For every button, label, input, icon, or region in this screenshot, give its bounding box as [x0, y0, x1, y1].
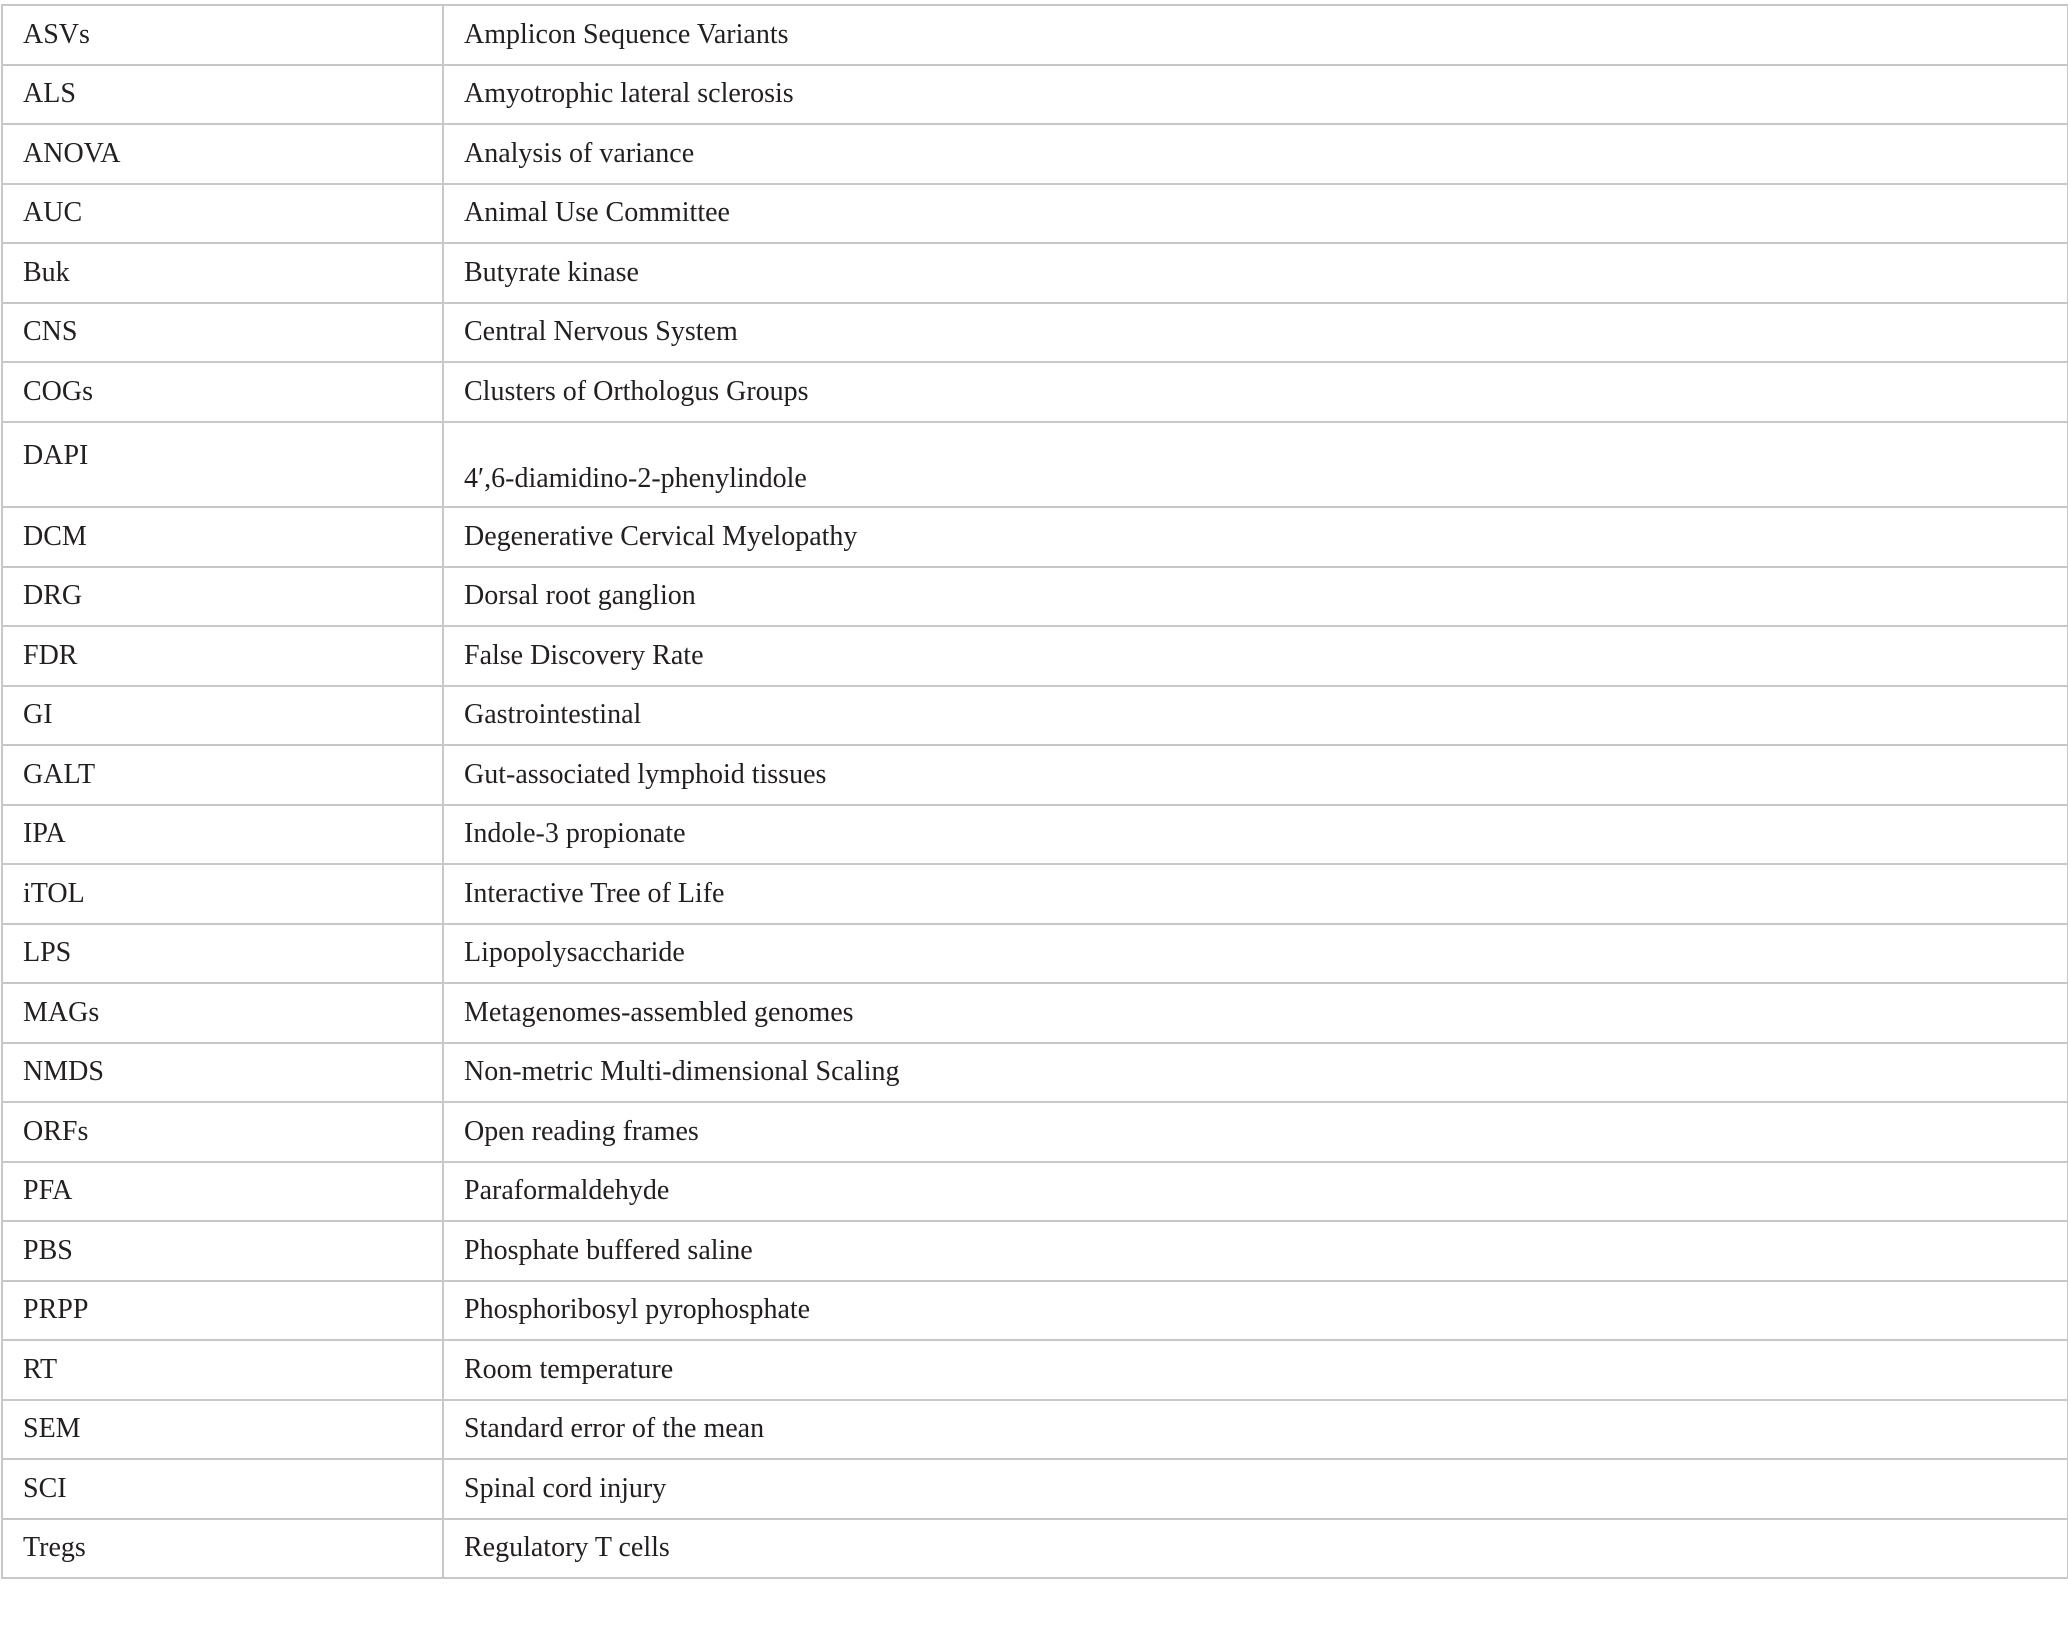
definition-cell: Gut-associated lymphoid tissues: [443, 745, 2068, 805]
abbreviation-cell: Tregs: [2, 1519, 443, 1579]
table-row: [2, 362, 2068, 422]
abbreviation-cell: PFA: [2, 1162, 443, 1222]
abbreviation-cell: LPS: [2, 924, 443, 984]
definition-cell: Room temperature: [443, 1340, 2068, 1400]
table-row: [2, 303, 2068, 363]
definition-cell: Degenerative Cervical Myelopathy: [443, 507, 2068, 567]
definition-cell: Analysis of variance: [443, 124, 2068, 184]
definition-cell: Indole-3 propionate: [443, 805, 2068, 865]
abbreviation-cell: PRPP: [2, 1281, 443, 1341]
definition-cell: Phosphate buffered saline: [443, 1221, 2068, 1281]
abbreviation-cell: CNS: [2, 303, 443, 363]
table-row: [2, 745, 2068, 805]
abbreviation-cell: DRG: [2, 567, 443, 627]
abbreviations-table-body: [2, 5, 2068, 1578]
definition-cell: 4′,6-diamidino-2-phenylindole: [443, 422, 2068, 508]
table-row: [2, 1340, 2068, 1400]
table-row: [2, 243, 2068, 303]
definition-cell: Amyotrophic lateral sclerosis: [443, 65, 2068, 125]
abbreviation-cell: NMDS: [2, 1043, 443, 1103]
table-row: [2, 1221, 2068, 1281]
table-row: [2, 626, 2068, 686]
table-row: [2, 5, 2068, 65]
table-row: [2, 1162, 2068, 1222]
definition-cell: Regulatory T cells: [443, 1519, 2068, 1579]
definition-cell: Phosphoribosyl pyrophosphate: [443, 1281, 2068, 1341]
table-row: [2, 1281, 2068, 1341]
table-row: [2, 983, 2068, 1043]
table-row: [2, 1043, 2068, 1103]
table-row: [2, 567, 2068, 627]
definition-cell: Non-metric Multi-dimensional Scaling: [443, 1043, 2068, 1103]
abbreviation-cell: RT: [2, 1340, 443, 1400]
abbreviation-cell: DAPI: [2, 422, 443, 508]
table-row: [2, 422, 2068, 508]
definition-cell: Interactive Tree of Life: [443, 864, 2068, 924]
table-row: [2, 65, 2068, 125]
definition-cell: Animal Use Committee: [443, 184, 2068, 244]
abbreviation-cell: MAGs: [2, 983, 443, 1043]
abbreviation-cell: ORFs: [2, 1102, 443, 1162]
definition-cell: Metagenomes-assembled genomes: [443, 983, 2068, 1043]
table-row: [2, 1519, 2068, 1579]
abbreviation-cell: COGs: [2, 362, 443, 422]
definition-cell: Open reading frames: [443, 1102, 2068, 1162]
table-row: [2, 184, 2068, 244]
definition-cell: Central Nervous System: [443, 303, 2068, 363]
definition-cell: False Discovery Rate: [443, 626, 2068, 686]
abbreviation-cell: DCM: [2, 507, 443, 567]
table-row: [2, 805, 2068, 865]
definition-cell: Paraformaldehyde: [443, 1162, 2068, 1222]
table-row: [2, 124, 2068, 184]
definition-cell: Dorsal root ganglion: [443, 567, 2068, 627]
abbreviation-cell: SCI: [2, 1459, 443, 1519]
abbreviation-cell: ANOVA: [2, 124, 443, 184]
abbreviation-cell: iTOL: [2, 864, 443, 924]
abbreviation-cell: PBS: [2, 1221, 443, 1281]
abbreviation-cell: ASVs: [2, 5, 443, 65]
table-row: [2, 507, 2068, 567]
abbreviation-cell: Buk: [2, 243, 443, 303]
abbreviation-cell: SEM: [2, 1400, 443, 1460]
abbreviation-cell: IPA: [2, 805, 443, 865]
table-row: [2, 1102, 2068, 1162]
definition-cell: Spinal cord injury: [443, 1459, 2068, 1519]
definition-cell: Clusters of Orthologus Groups: [443, 362, 2068, 422]
table-row: [2, 924, 2068, 984]
definition-cell: Amplicon Sequence Variants: [443, 5, 2068, 65]
definition-cell: Gastrointestinal: [443, 686, 2068, 746]
abbreviation-cell: FDR: [2, 626, 443, 686]
table-row: [2, 1400, 2068, 1460]
abbreviations-table: [1, 4, 2068, 1579]
abbreviation-cell: GI: [2, 686, 443, 746]
definition-cell: Lipopolysaccharide: [443, 924, 2068, 984]
table-row: [2, 864, 2068, 924]
definition-cell: Standard error of the mean: [443, 1400, 2068, 1460]
table-row: [2, 686, 2068, 746]
table-row: [2, 1459, 2068, 1519]
definition-cell: Butyrate kinase: [443, 243, 2068, 303]
abbreviation-cell: GALT: [2, 745, 443, 805]
abbreviation-cell: ALS: [2, 65, 443, 125]
abbreviation-cell: AUC: [2, 184, 443, 244]
